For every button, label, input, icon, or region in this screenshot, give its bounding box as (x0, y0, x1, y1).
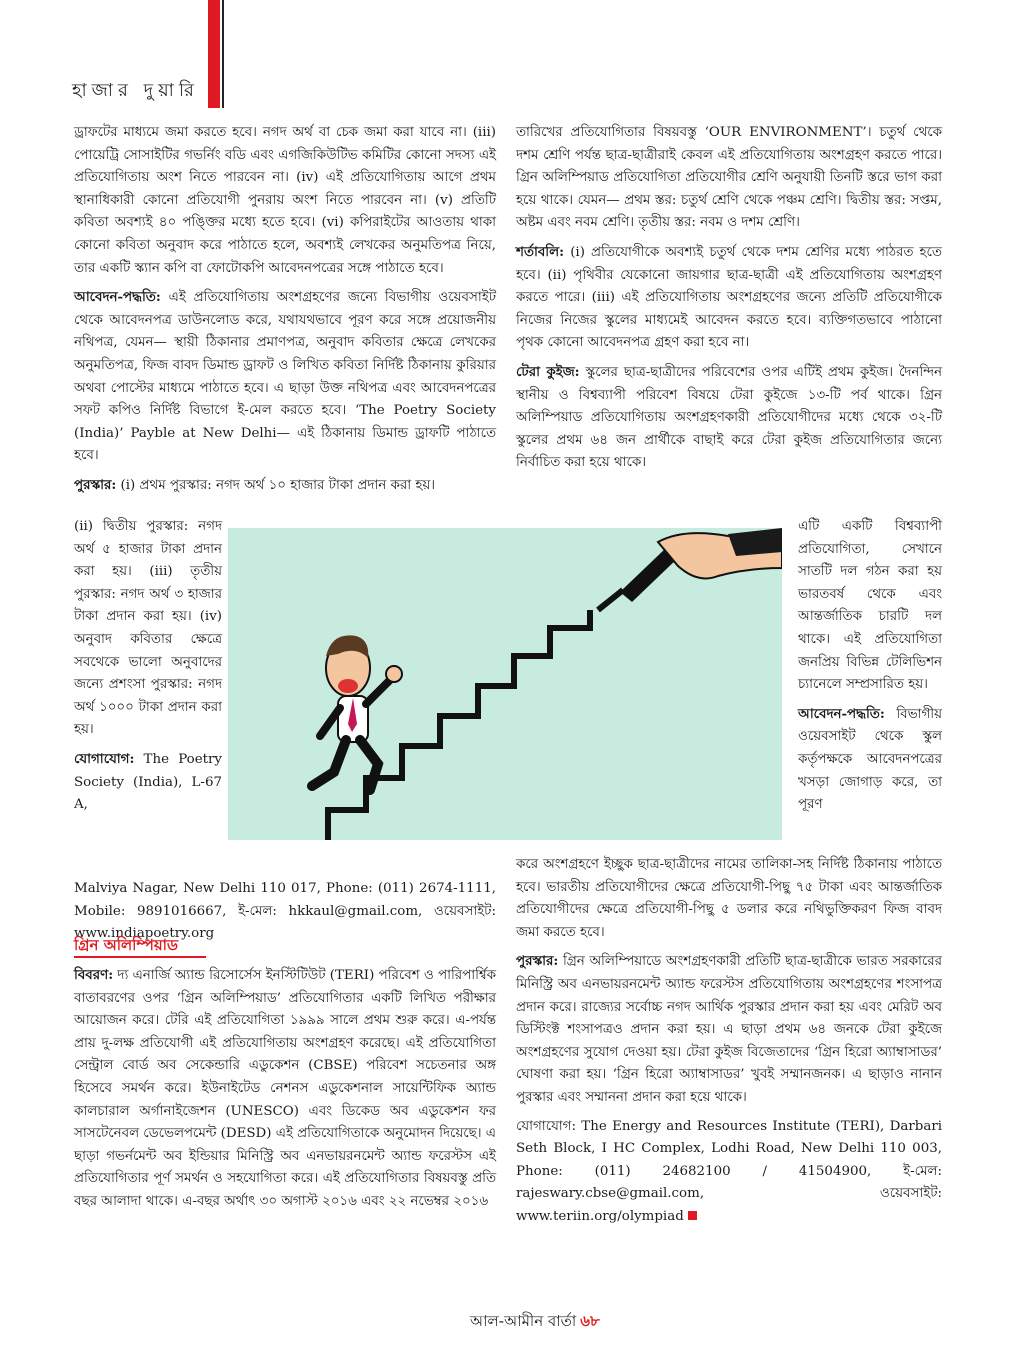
contact-rest: Malviya Nagar, New Delhi 110 017, Phone: (011) 2674-1111, Mobile: 9891016667, ই-মেল: hkkaul@gmail.com, ওয়েবসাইট: www.indiapoetry.org (74, 881, 496, 942)
left-wrap-text (74, 516, 222, 817)
end-mark-icon (688, 1211, 697, 1220)
page-footer (470, 1310, 600, 1335)
right-column (516, 122, 942, 481)
rules-paragraph: ড্রাফটের মাধ্যমে জমা করতে হবে। নগদ অর্থ বা চেক জমা করা যাবে না। (iii) পোয়েট্রি সোসাইটির গভর্নিং বডি এবং এগজিকিউটিভ কমিটির কোনো সদস্য এই প্রতিযোগিতায় অংশ নিতে পারবেন না। (iv) এই প্রতিযোগিতায় আগে প্রথম স্থানাধিকারী কোনো প্রতিযোগী পুনরায় অংশ নিতে পারবেন না। (v) প্রতিটি কবিতা অবশ্যই ৪০ পঙ্ক্তির মধ্যে হতে হবে। (vi) কপিরাইটের আওতায় থাকা কোনো কবিতা অনুবাদ করে পাঠাতে হলে, অবশ্যই লেখকের অনুমতিপত্র নিয়ে, তার একটি স্ক্যান কপি বা ফোটোকপি আবেদনপত্রের সঙ্গে পাঠাতে হবে। (74, 125, 496, 276)
application-label: আবেদন-পদ্ধতি: (74, 289, 161, 306)
contact-start: যোগাযোগ: The Poetry Society (India), L-67 A, (74, 750, 222, 813)
header-black-line (222, 0, 224, 108)
green-olympiad-heading: গ্রিন অলিম্পিয়াড (74, 936, 179, 954)
magazine-title: হাজার দুয়ারি (72, 80, 199, 101)
left-column (74, 122, 496, 504)
prize-label: পুরস্কার: (74, 476, 117, 493)
header-red-bar (208, 0, 220, 108)
conditions-paragraph: শর্তাবলি: (i) প্রতিযোগীকে অবশ্যই চতুর্থ থেকে দশম শ্রেণির মধ্যে পাঠরত হতে হবে। (ii) পৃথিবীর যেকোনো জায়গার ছাত্র-ছাত্রী এই প্রতিযোগিতায় অংশগ্রহণ করতে পারে। (iii) এই প্রতিযোগিতায় অংশগ্রহণের জন্যে প্রতিটি প্রতিযোগীকে নিজের নিজের স্কুলের মাধ্যমেই আবেদন করতে হবে। ব্যক্তিগতভাবে পাঠানো পৃথক কোনো আবেদনপত্র গ্রহণ করা হবে না। (516, 243, 942, 351)
green-intro: বিবরণ: দ্য এনার্জি অ্যান্ড রিসোর্সেস ইনস্টিটিউট (TERI) পরিবেশ ও পারিপার্শ্বিক বাতাবরণের ওপর ‘গ্রিন অলিম্পিয়াড’ প্রতিযোগিতার একটি লিখিত পরীক্ষার আয়োজন করে। টেরি এই প্রতিযোগিতা ১৯৯৯ সালে প্রথম শুরু করে। এ-পর্যন্ত প্রায় দু-লক্ষ প্রতিযোগী এই প্রতিযোগিতায় অংশগ্রহণ করেছে। এই প্রতিযোগিতা সেন্ট্রাল বোর্ড অব সেকেন্ডারি এডুকেশন (CBSE) পরিবেশ সচেতনার অঙ্গ হিসেবে সমর্থন করে। ইউনাইটেড নেশনস এডুকেশনাল সায়েন্টিফিক অ্যান্ড কালচারাল অর্গানাইজেশন (UNESCO) এবং ডিকেড অব এডুকেশন ফর সাসটেনেবল ডেভেলপমেন্ট (DESD) এই প্রতিযোগিতাকে অনুমোদন দিয়েছে। এ ছাড়া গভর্নমেন্ট অব ইন্ডিয়ার মিনিস্ট্রি অব এনভায়রনমেন্ট অ্যান্ড ফরেস্টস এই প্রতিযোগিতার পূর্ণ সমর্থন ও সহযোগিতা করে। এই প্রতিযোগিতার বিষয়বস্তু প্রতি বছর আলাদা থাকে। এ-বছর অর্থাৎ ৩০ অগাস্ট ২০১৬ এবং ২২ নভেম্বর ২০১৬ (74, 967, 496, 1209)
right-bottom (516, 854, 942, 1235)
right-wrap-text (798, 516, 942, 817)
quiz-info: এটি একটি বিশ্বব্যাপী প্রতিযোগিতা, সেখানে সাতটি দল গঠন করা হয় ভারতবর্ষ থেকে এবং আন্তর্জাতিক চারটি দল থাকে। এই প্রতিযোগিতা জনপ্রিয় বিভিন্ন টেলিভিশন চ্যানেলে সম্প্রসারিত হয়। (798, 519, 942, 693)
footer-magazine: আল-আমীন বার্তা (470, 1312, 577, 1330)
page-number: ৬৮ (580, 1312, 600, 1330)
theme-paragraph: তারিখের প্রতিযোগিতার বিষয়বস্তু ‘OUR ENVIRONMENT’। চতুর্থ থেকে দশম শ্রেণি পর্যন্ত ছাত্র-ছাত্রীরাই কেবল এই প্রতিযোগিতায় অংশগ্রহণ করতে পারে। গ্রিন অলিম্পিয়াড প্রতিযোগিতা প্রতিযোগীর শ্রেণি অনুযায়ী তিনটি স্তরে ভাগ করা হয়ে থাকে। যেমন— প্রথম স্তর: চতুর্থ শ্রেণি থেকে পঞ্চম শ্রেণি। দ্বিতীয় স্তর: সপ্তম, অষ্টম এবং নবম শ্রেণি। তৃতীয় স্তর: নবম ও দশম শ্রেণি। (516, 125, 942, 231)
green-contact: যোগাযোগ: The Energy and Resources Institute (TERI), Darbari Seth Block, I HC Complex, Lodhi Road, New Delhi 110 003, Phone: (011) 24682100 / 41504900, ই-মেল: rajeswary.cbse@gmail.com, ওয়েবসাইট: www.teriin.org/olympiad (516, 1118, 942, 1224)
prize-paragraph: পুরস্কার: (i) প্রথম পুরস্কার: নগদ অর্থ ১০ হাজার টাকা প্রদান করা হয়। (74, 476, 436, 493)
green-prize: পুরস্কার: গ্রিন অলিম্পিয়াডে অংশগ্রহণকারী প্রতিটি ছাত্র-ছাত্রীকে ভারত সরকারের মিনিস্ট্রি অব এনভায়রনমেন্ট অ্যান্ড ফরেস্টস প্রতিযোগিতায় অংশগ্রহণের শংসাপত্র প্রদান করে। রাজ্যের সর্বোচ্চ নগদ আর্থিক পুরস্কার প্রদান করা হয় এবং মেরিট অব ডিস্টিংক্ট শংসাপত্রও প্রদান করা হয়। এ ছাড়া প্রথম ৬৪ জনকে টেরা কুইজে অংশগ্রহণের সুযোগ দেওয়া হয়। টেরা কুইজ বিজেতাদের ‘গ্রিন হিরো অ্যাম্বাসাডর’ ঘোষণা করা হয়। ‘গ্রিন হিরো অ্যাম্বাসাডর’ খুবই সম্মানজনক। এ ছাড়াও নানান পুরস্কার এবং সম্মাননা প্রদান করা হয়ে থাকে। (516, 953, 942, 1105)
application-paragraph: আবেদন-পদ্ধতি: এই প্রতিযোগিতায় অংশগ্রহণের জন্যে বিভাগীয় ওয়েবসাইট থেকে আবেদনপত্র ডাউনলোড করে, যথাযথভাবে পূরণ করে সঙ্গে প্রয়োজনীয় নথিপত্র, যেমন— স্থায়ী ঠিকানার প্রমাণপত্র, অনুবাদ কবিতার ক্ষেত্রে লেখকের অনুমতিপত্র, ফিজ বাবদ ডিমান্ড ড্রাফট ও লিখিত কবিতা নির্দিষ্ট ঠিকানায় কুরিয়ার অথবা পোস্টের মাধ্যমে পাঠাতে হবে। এ ছাড়া উক্ত নথিপত্র এবং আবেদনপত্রের সফট কপিও নির্দিষ্ট বিভাগে ই-মেল করতে হবে। ‘The Poetry Society (India)’ Payble at New Delhi— এই ঠিকানায় ডিমান্ড ড্রাফটি পাঠাতে হবে। (74, 289, 496, 464)
heading-underline (74, 956, 206, 958)
apply-rest: করে অংশগ্রহণে ইচ্ছুক ছাত্র-ছাত্রীদের নামের তালিকা-সহ নির্দিষ্ট ঠিকানায় পাঠাতে হবে। ভারতীয় প্রতিযোগীদের ক্ষেত্রে প্রতিযোগী-পিছু ৭৫ টাকা এবং আন্তর্জাতিক প্রতিযোগীদের ক্ষেত্রে প্রতিযোগী-পিছু ৫ ডলার করে নথিভুক্তিকরণ ফিজ বাবদ জমা করতে হবে। (516, 857, 942, 940)
apply-start: আবেদন-পদ্ধতি: বিভাগীয় ওয়েবসাইট থেকে স্কুল কর্তৃপক্ষকে আবেদনপত্রের খসড়া জোগাড় করে, তা পূরণ (798, 705, 942, 813)
prize-list: (ii) দ্বিতীয় পুরস্কার: নগদ অর্থ ৫ হাজার টাকা প্রদান করা হয়। (iii) তৃতীয় পুরস্কার: নগদ অর্থ ৩ হাজার টাকা প্রদান করা হয়। (iv) অনুবাদ কবিতার ক্ষেত্রে সবথেকে ভালো অনুবাদের জন্যে প্রশংসা পুরস্কার: নগদ অর্থ ১০০০ টাকা প্রদান করা হয়। (74, 519, 222, 738)
climbing-stairs-illustration (228, 528, 782, 840)
terra-quiz-paragraph: টেরা কুইজ: স্কুলের ছাত্র-ছাত্রীদের পরিবেশের ওপর এটিই প্রথম কুইজ। দৈনন্দিন স্থানীয় ও বিশ্বব্যাপী পরিবেশ বিষয়ে টেরা কুইজে ১৩-টি পর্ব থাকে। গ্রিন অলিম্পিয়াড প্রতিযোগিতায় অংশগ্রহণকারী প্রতিযোগীদের মধ্যে থেকে ৩২-টি স্কুলের প্রথম ৬৪ জন প্রার্থীকে বাছাই করে টেরা কুইজ প্রতিযোগিতার জন্যে নির্বাচিত করা হয়ে থাকে। (516, 363, 942, 471)
